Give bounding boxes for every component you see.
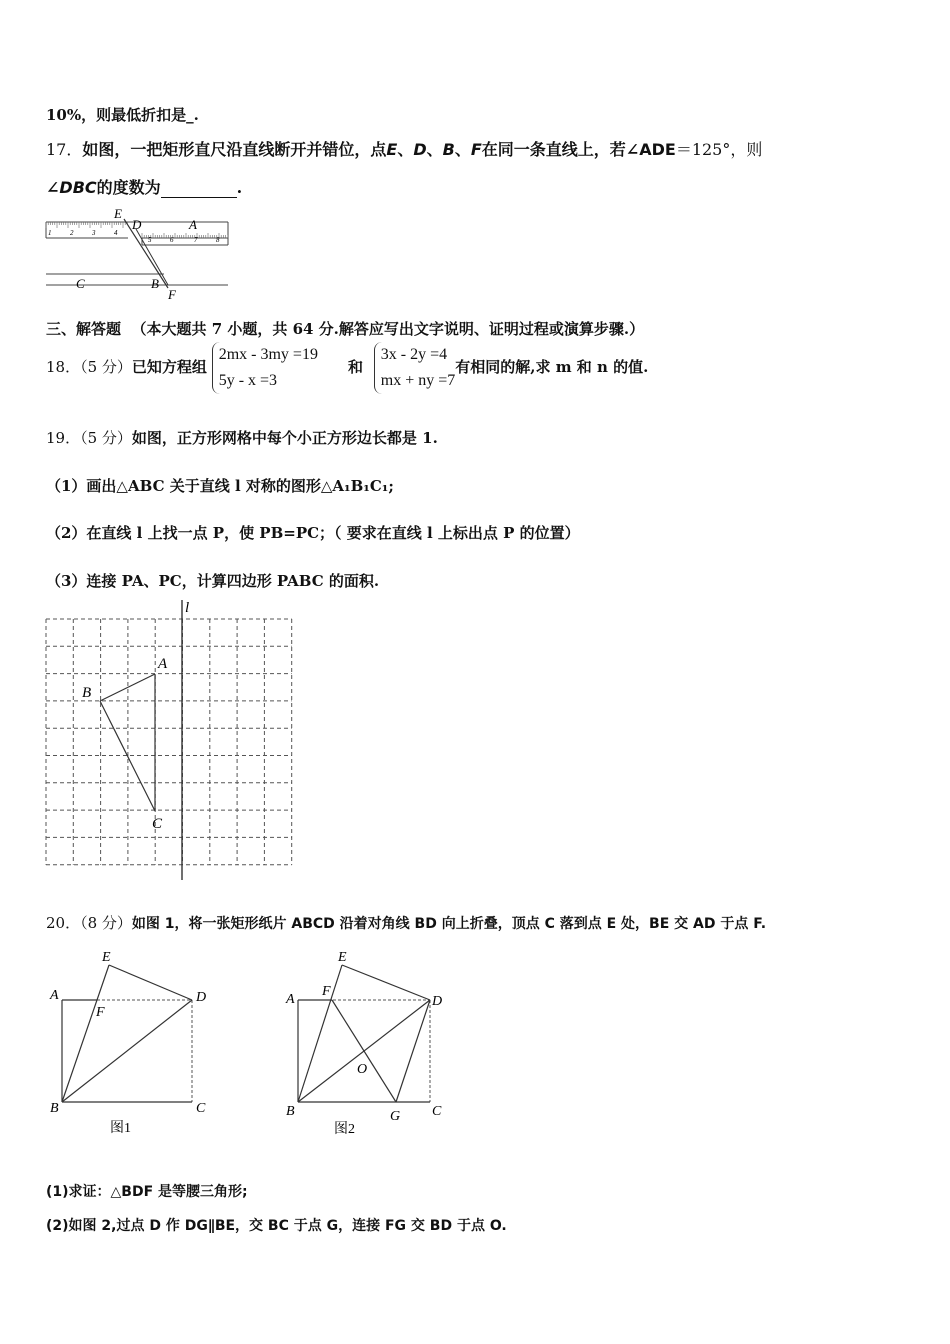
q17-period: . — [236, 178, 243, 197]
q20-fig1-label-d: D — [196, 990, 207, 1005]
q17-text-a: 如图，一把矩形直尺沿直线断开并错位，点 — [82, 140, 387, 159]
q17-answer-blank — [161, 178, 237, 198]
section3-heading — [46, 318, 644, 339]
q17-fig-label-c: C — [76, 276, 85, 291]
q17-text-b: 在同一条直线上，若∠ — [481, 140, 640, 159]
q20-fig2-label-c: C — [432, 1104, 442, 1119]
q20-part-1: (1)求证：△BDF 是等腰三角形; — [46, 1184, 248, 1200]
q17-text-c: 的度数为 — [96, 178, 161, 197]
q18-line — [46, 342, 648, 394]
q17-eq: ＝125°，则 — [675, 140, 763, 159]
q17-fig-label-a: A — [189, 217, 197, 232]
q19-part-2: （2）在直线 l 上找一点 P，使 PB=PC；（ 要求在直线 l 上标出点 P 的位置） — [46, 524, 580, 542]
q17-sep1: 、 — [397, 140, 414, 159]
q17-point-f: F — [470, 140, 482, 159]
q19-line — [46, 427, 438, 448]
q18-system-2 — [374, 342, 456, 394]
q17-angle-symbol: ∠ — [46, 178, 60, 197]
q16-tail-text: 10%，则最低折扣是_. — [46, 106, 199, 124]
q20-fig1-label-a: A — [50, 988, 59, 1003]
q17-ruler-figure — [44, 207, 234, 302]
q17-fig-label-e: E — [114, 206, 122, 221]
q20-figure-1 — [44, 945, 224, 1140]
q20-score: （8 分） — [80, 914, 132, 932]
q20-text: 如图 1，将一张矩形纸片 ABCD 沿着对角线 BD 向上折叠，顶点 C 落到点 E 处，BE 交 AD 于点 F. — [131, 916, 767, 932]
q17-sep2: 、 — [426, 140, 443, 159]
q19-label-c: C — [152, 816, 163, 832]
q17-point-b: B — [442, 140, 455, 159]
q17-fig-label-f: F — [168, 287, 176, 302]
q18-sys1-eq2: 5y - x =3 — [218, 372, 278, 389]
q20-line — [46, 912, 766, 933]
q19-label-l: l — [185, 600, 190, 616]
q20-fig2-label-g: G — [390, 1109, 401, 1124]
q20-fig1-caption: 图1 — [110, 1121, 131, 1136]
q19-grid-figure — [44, 600, 294, 885]
q20-fig1-label-e: E — [102, 950, 111, 965]
q20-fig1-label-b: B — [50, 1101, 59, 1116]
q17-tick-3: 3 — [92, 229, 96, 237]
q19-part-1: （1）画出△ABC 关于直线 l 对称的图形△A₁B₁C₁; — [46, 477, 394, 495]
q19-text: 如图，正方形网格中每个小正方形边长都是 1. — [131, 429, 438, 447]
q19-score: （5 分） — [80, 429, 132, 447]
q20-fig2-label-o: O — [357, 1062, 368, 1077]
q20-number: 20． — [46, 914, 81, 932]
q17-fig-label-b: B — [151, 276, 159, 291]
q17-tick-8: 8 — [216, 236, 220, 244]
q19-label-a: A — [158, 656, 168, 672]
q19-part-3: （3）连接 PA、PC，计算四边形 PABC 的面积. — [46, 572, 380, 590]
q17-tick-5: 5 — [148, 236, 152, 244]
q20-fig1-label-c: C — [196, 1101, 206, 1116]
q19-number: 19． — [46, 429, 81, 447]
q19-label-b: B — [82, 685, 92, 701]
q18-and: 和 — [347, 358, 363, 376]
q17-line2 — [46, 175, 242, 198]
q20-fig2-label-a: A — [286, 992, 295, 1007]
q17-point-e: E — [386, 140, 398, 159]
q17-sep3: 、 — [454, 140, 471, 159]
q17-line1 — [46, 137, 762, 160]
q20-fig2-label-e: E — [338, 950, 347, 965]
q17-point-d: D — [413, 140, 427, 159]
section3-title: 三、解答题 — [46, 320, 122, 338]
q20-fig2-caption: 图2 — [334, 1122, 355, 1137]
q17-number: 17． — [46, 140, 83, 159]
section3-desc: （本大题共 7 小题，共 64 分.解答应写出文字说明、证明过程或演算步骤.） — [131, 320, 645, 338]
q17-fig-label-d: D — [132, 217, 142, 232]
q17-tick-7: 7 — [194, 236, 198, 244]
q18-number: 18． — [46, 358, 81, 376]
q20-fig2-label-f: F — [322, 984, 331, 999]
q18-sys1-eq1: 2mx - 3my =19 — [218, 346, 318, 363]
q18-sys2-eq1: 3x - 2y =4 — [380, 346, 448, 363]
q17-tick-2: 2 — [70, 229, 74, 237]
q20-fig2-label-d: D — [432, 994, 443, 1009]
q18-score: （5 分） — [80, 358, 132, 376]
q18-text-b: 有相同的解,求 m 和 n 的值. — [455, 358, 649, 376]
q20-fig2-label-b: B — [286, 1104, 295, 1119]
q17-tick-6: 6 — [170, 236, 174, 244]
q18-text-a: 已知方程组 — [131, 358, 207, 376]
q18-sys2-eq2: mx + ny =7 — [380, 372, 456, 389]
q20-part-2: (2)如图 2,过点 D 作 DG∥BE，交 BC 于点 G，连接 FG 交 BD 于点 O. — [46, 1218, 507, 1234]
q18-system-1 — [212, 342, 318, 394]
q20-fig1-label-f: F — [96, 1005, 105, 1020]
q17-tick-4: 4 — [114, 229, 118, 237]
q17-angle-ade: ADE — [639, 140, 676, 159]
q17-angle-dbc: DBC — [59, 178, 97, 197]
q17-tick-1: 1 — [48, 229, 52, 237]
q20-figure-2 — [282, 945, 462, 1140]
